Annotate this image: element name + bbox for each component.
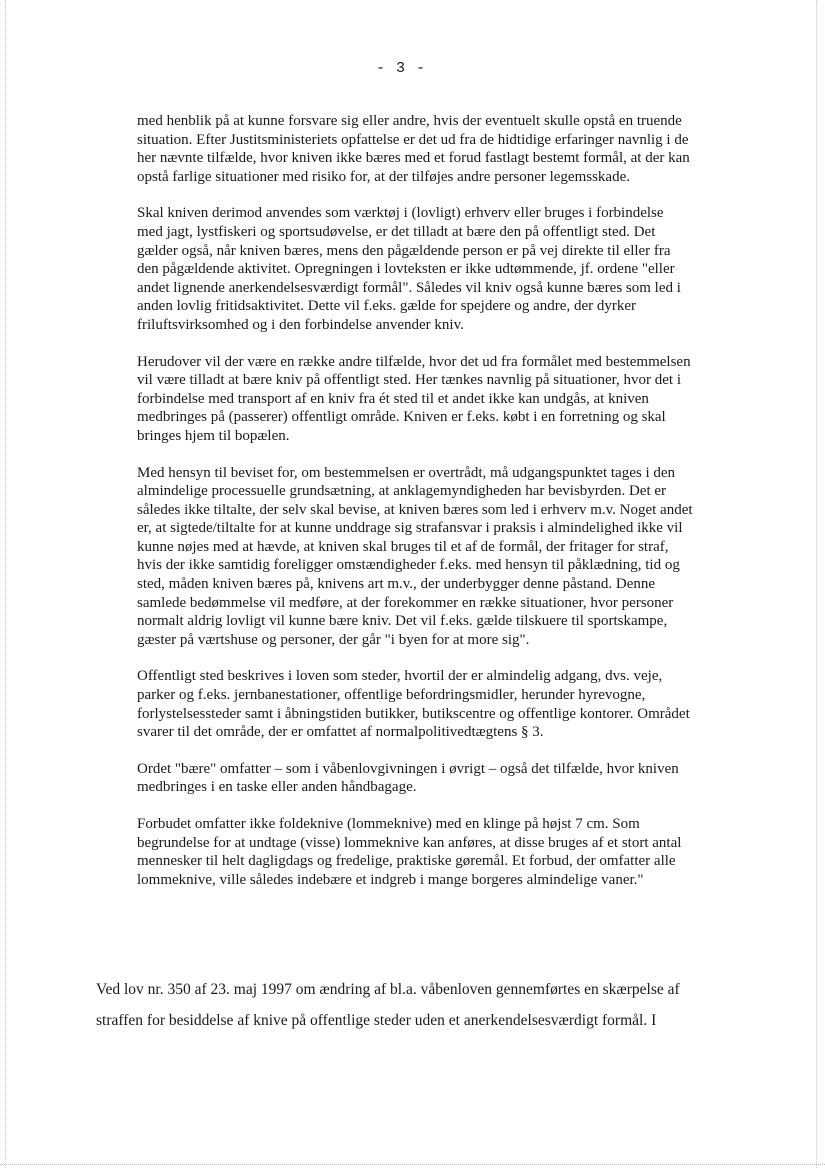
body-paragraph: Ved lov nr. 350 af 23. maj 1997 om ændring af bl.a. våbenloven gennemførtes en skærpelse af straffen for besiddelse af knive på offentlige steder uden et anerkendelsesværdigt formål. I <box>96 981 680 1029</box>
page-number: - 3 - <box>376 60 427 77</box>
quote-paragraph-2: Skal kniven derimod anvendes som værktøj i (lovligt) erhverv eller bruges i forbindelse med jagt, lystfiskeri og sportsudøvelse, er det tilladt at bære den på offentligt sted. Det gælder også, når kniven bæres, mens den pågældende person er på vej direkte til eller fra den pågældende aktivitet. Opregningen i lovteksten er ikke udtømmende, jf. ordene "eller andet lignende anerkendelsesværdigt formål". Således vil kniv også kunne bæres som led i anden lovlig fritidsaktivitet. Dette vil f.eks. gælde for spejdere og andre, der dyrker friluftsvirksomhed og i den forbindelse anvender kniv. <box>137 205 681 333</box>
scan-margin-left <box>5 0 6 1168</box>
quote-paragraph-7: Forbudet omfatter ikke foldeknive (lommeknive) med en klinge på højst 7 cm. Som begrundelse for at undtage (visse) lommeknive kan anføres, at disse bruges af et stort antal mennesker til helt dagligdags og fredelige, praktiske gøremål. Et forbud, der omfatter alle lommeknive, ville således indebære et indgreb i mange borgeres almindelige vaner." <box>137 816 682 888</box>
scan-margin-right <box>816 0 817 1168</box>
quote-paragraph-1: med henblik på at kunne forsvare sig eller andre, hvis der eventuelt skulle opstå en truende situation. Efter Justitsministeriets opfattelse er det ud fra de hidtidige erfaringer navnlig i de her nævnte tilfælde, hvor kniven ikke bæres med et forud fastlagt bestemt formål, at der kan opstå farlige situationer med risiko for, at der tilføjes andre personer legemsskade. <box>137 113 690 185</box>
quote-paragraph-5: Offentligt sted beskrives i loven som steder, hvortil der er almindelig adgang, dvs. veje, parker og f.eks. jernbanestationer, offentlige befordringsmidler, herunder hyrevogne, forlystelsessteder samt i åbningstiden butikker, butikscentre og offentlige kontorer. Området svarer til det område, der er omfattet af normalpolitivedtægtens § 3. <box>137 668 690 741</box>
quote-paragraph-6: Ordet "bære" omfatter – som i våbenlovgivningen i øvrigt – også det tilfælde, hvor kniven medbringes i en taske eller anden håndbagage. <box>137 760 679 796</box>
quote-paragraph-3: Herudover vil der være en række andre tilfælde, hvor det ud fra formålet med bestemmelsen vil være tilladt at bære kniv på offentligt sted. Her tænkes navnlig på situationer, hvor det i forbindelse med transport af en kniv fra ét sted til et andet ikke kan undgås, at kniven medbringes på (passerer) offentligt område. Kniven er f.eks. købt i en forretning og skal bringes hjem til bopælen. <box>137 353 691 444</box>
scan-bottom-edge <box>0 1164 825 1165</box>
quoted-section <box>137 112 693 907</box>
main-body-text <box>96 974 696 1036</box>
quote-paragraph-4: Med hensyn til beviset for, om bestemmelsen er overtrådt, må udgangspunktet tages i den almindelige processuelle grundsætning, at anklagemyndigheden har bevisbyrden. Det er således ikke tiltalte, der selv skal bevise, at kniven bæres som led i erhverv m.v. Noget andet er, at sigtede/tiltalte for at kunne unddrage sig strafansvar i praksis i almindelighed ikke vil kunne nøjes med at hævde, at kniven skal bruges til et af de formål, der fritager for straf, hvis der ikke samtidig foreligger omstændigheder f.eks. med hensyn til påklædning, tid og sted, måden kniven bæres på, knivens art m.v., der underbygger denne påstand. Denne samlede bedømmelse vil medføre, at der forekommer en række situationer, hvor personer normalt aldrig lovligt vil kunne bære kniv. Det vil f.eks. gælde tilskuere til sportskampe, gæster på værtshuse og personer, der går "i byen for at more sig". <box>137 464 693 648</box>
